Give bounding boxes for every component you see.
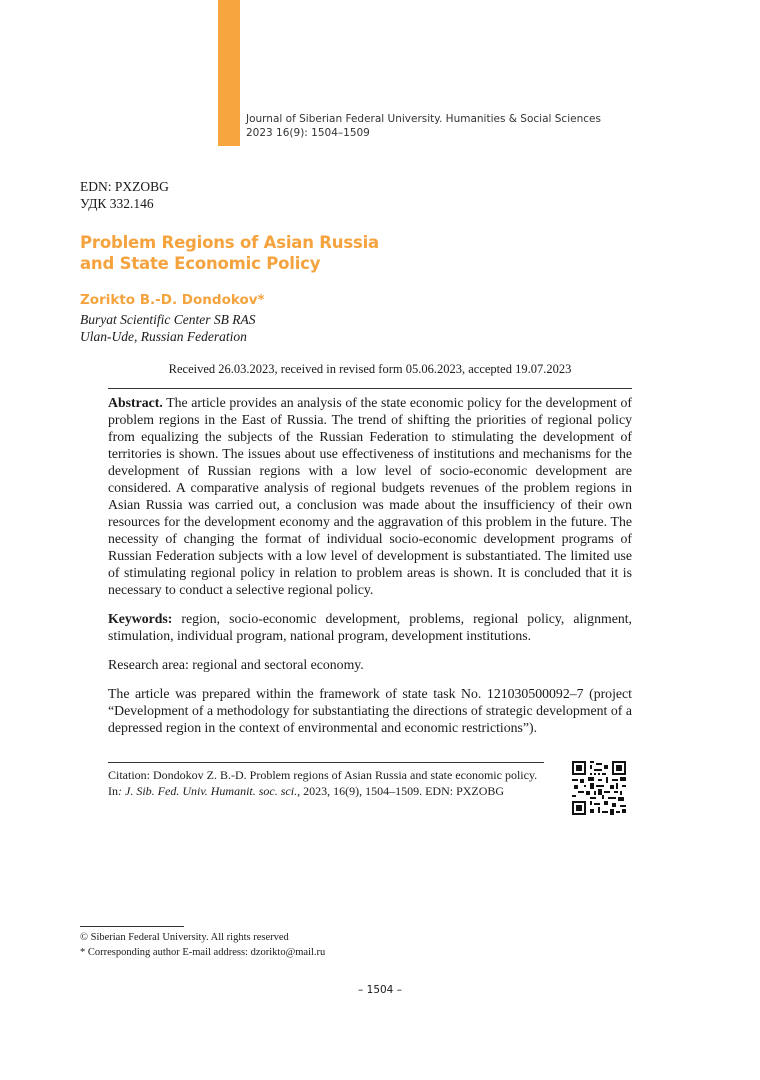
article-body xyxy=(108,394,632,748)
title-line-2: and State Economic Policy xyxy=(80,254,321,273)
corresponding-author-note: * Corresponding author E-mail address: dzorikto@mail.ru xyxy=(80,947,326,958)
keywords-text: region, socio-economic development, problems, regional policy, alignment, stimulation, individual program, national program, development institutions. xyxy=(108,611,632,643)
citation-rest: , 2023, 16(9), 1504–1509. EDN: PXZOBG xyxy=(297,783,505,798)
affiliation-location: Ulan-Ude, Russian Federation xyxy=(80,329,247,344)
footnotes xyxy=(80,930,325,960)
journal-issue: 2023 16(9): 1504–1509 xyxy=(246,127,370,139)
journal-name: Journal of Siberian Federal University. Humanities & Social Sciences xyxy=(246,113,601,125)
citation-in: In xyxy=(108,783,118,798)
keywords xyxy=(108,610,632,644)
qr-code-icon xyxy=(572,761,626,815)
identifiers xyxy=(80,178,169,212)
copyright-note: © Siberian Federal University. All rights reserved xyxy=(80,932,289,943)
citation-line-1: Citation: Dondokov Z. B.-D. Problem regions of Asian Russia and state economic policy. xyxy=(108,768,538,782)
abstract-divider xyxy=(108,388,632,389)
citation-journal: : J. Sib. Fed. Univ. Humanit. soc. sci. xyxy=(118,783,298,798)
page-number: – 1504 – xyxy=(358,984,402,996)
abstract-label: Abstract. xyxy=(108,395,163,410)
affiliation-institution: Buryat Scientific Center SB RAS xyxy=(80,312,256,327)
footnote-divider xyxy=(80,926,184,927)
funding-note: The article was prepared within the framework of state task No. 121030500092–7 (project “Development of a methodology for substantiating the directions of strategic development of a depressed region in the context of environmental and economic restrictions”). xyxy=(108,686,632,735)
research-area: Research area: regional and sectoral economy. xyxy=(108,657,364,672)
author-affiliation xyxy=(80,311,255,345)
citation-divider xyxy=(108,762,544,763)
abstract-text: The article provides an analysis of the state economic policy for the development of problem regions in the East of Russia. The trend of shifting the priorities of regional policy from equalizing the subjects of the Russian Federation to stimulating the development of territories is shown. The issues about use effectiveness of institutions and mechanisms for the development of Russian regions with a low level of socio-economic development are considered. A comparative analysis of regional budgets revenues of the problem regions in Asian Russia was carried out, a conclusion was made about the insufficiency of their own resources for the development economy and the aggravation of this problem in the future. The necessity of changing the format of individual socio-economic development programs of Russian Federation subjects with a low level of development is substantiated. The limited use of stimulating regional policy in relation to problem areas is shown. It is concluded that it is necessary to conduct a selective regional policy. xyxy=(108,395,632,597)
author-name: Zorikto B.-D. Dondokov* xyxy=(80,292,265,308)
citation-line-2 xyxy=(108,784,558,800)
received-dates: Received 26.03.2023, received in revised form 05.06.2023, accepted 19.07.2023 xyxy=(168,362,572,376)
edn-code: EDN: PXZOBG xyxy=(80,179,169,194)
article-title xyxy=(80,232,379,274)
abstract xyxy=(108,394,632,598)
keywords-label: Keywords: xyxy=(108,611,173,626)
citation-block xyxy=(108,768,558,799)
udk-code: УДК 332.146 xyxy=(80,196,154,211)
title-line-1: Problem Regions of Asian Russia xyxy=(80,233,379,252)
journal-accent-bar xyxy=(218,0,240,146)
journal-header xyxy=(246,112,601,140)
